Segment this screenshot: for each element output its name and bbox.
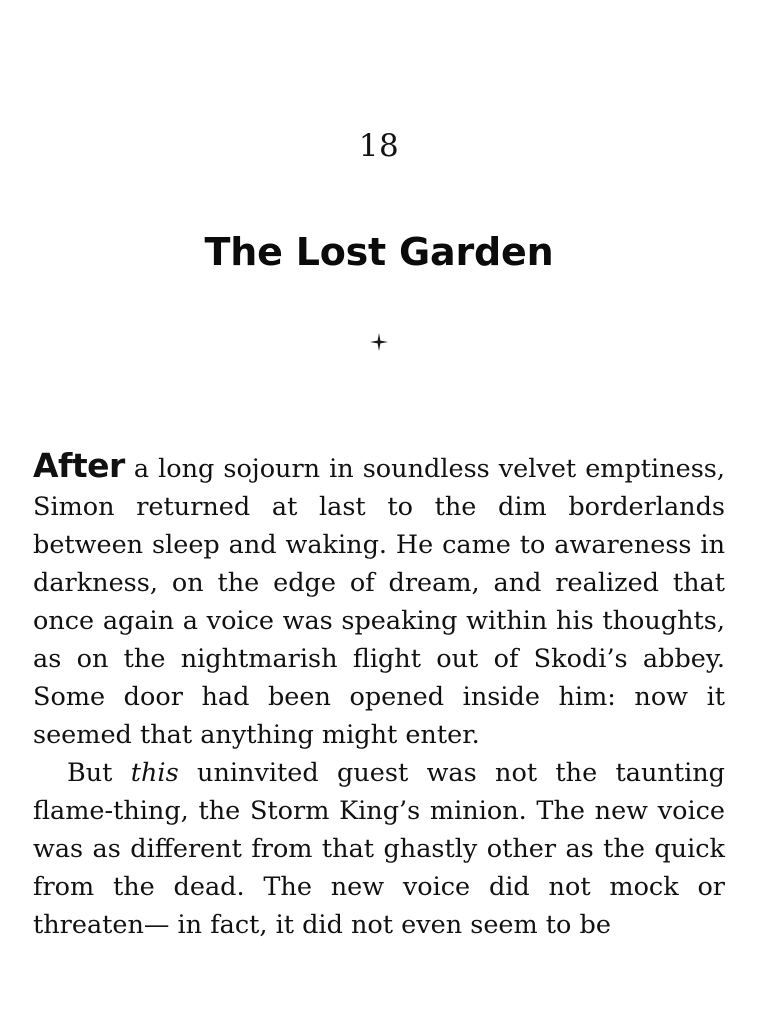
- paragraph-2: [33, 754, 725, 944]
- paragraph-2-emphasis: this: [130, 757, 179, 788]
- chapter-number: 18: [358, 128, 400, 164]
- paragraph-1-text: a long sojourn in soundless velvet emptiness, Simon returned at last to the dim borderlands between sleep and waking. He came to awareness in darkness, on the edge of dream, and realized that once again a voice was speaking within his thoughts, as on the nightmarish flight out of Skodi’s abbey. Some door had been opened inside him: now it seemed that anything might enter.: [33, 453, 725, 750]
- four-pointed-star-ornament: [33, 274, 725, 354]
- chapter-title: The Lost Garden: [204, 230, 554, 274]
- body-text: [33, 354, 725, 944]
- paragraph-2-after-italic: uninvited guest was not the taunting flame-thing, the Storm King’s minion. The new voice was as different from that ghastly other as the quick from the dead. The new voice did not mock or threaten— in fact, it did not even seem to be: [33, 757, 725, 940]
- paragraph-1: [33, 447, 725, 754]
- paragraph-2-before-italic: But: [67, 757, 131, 788]
- dropcap: After: [33, 445, 125, 485]
